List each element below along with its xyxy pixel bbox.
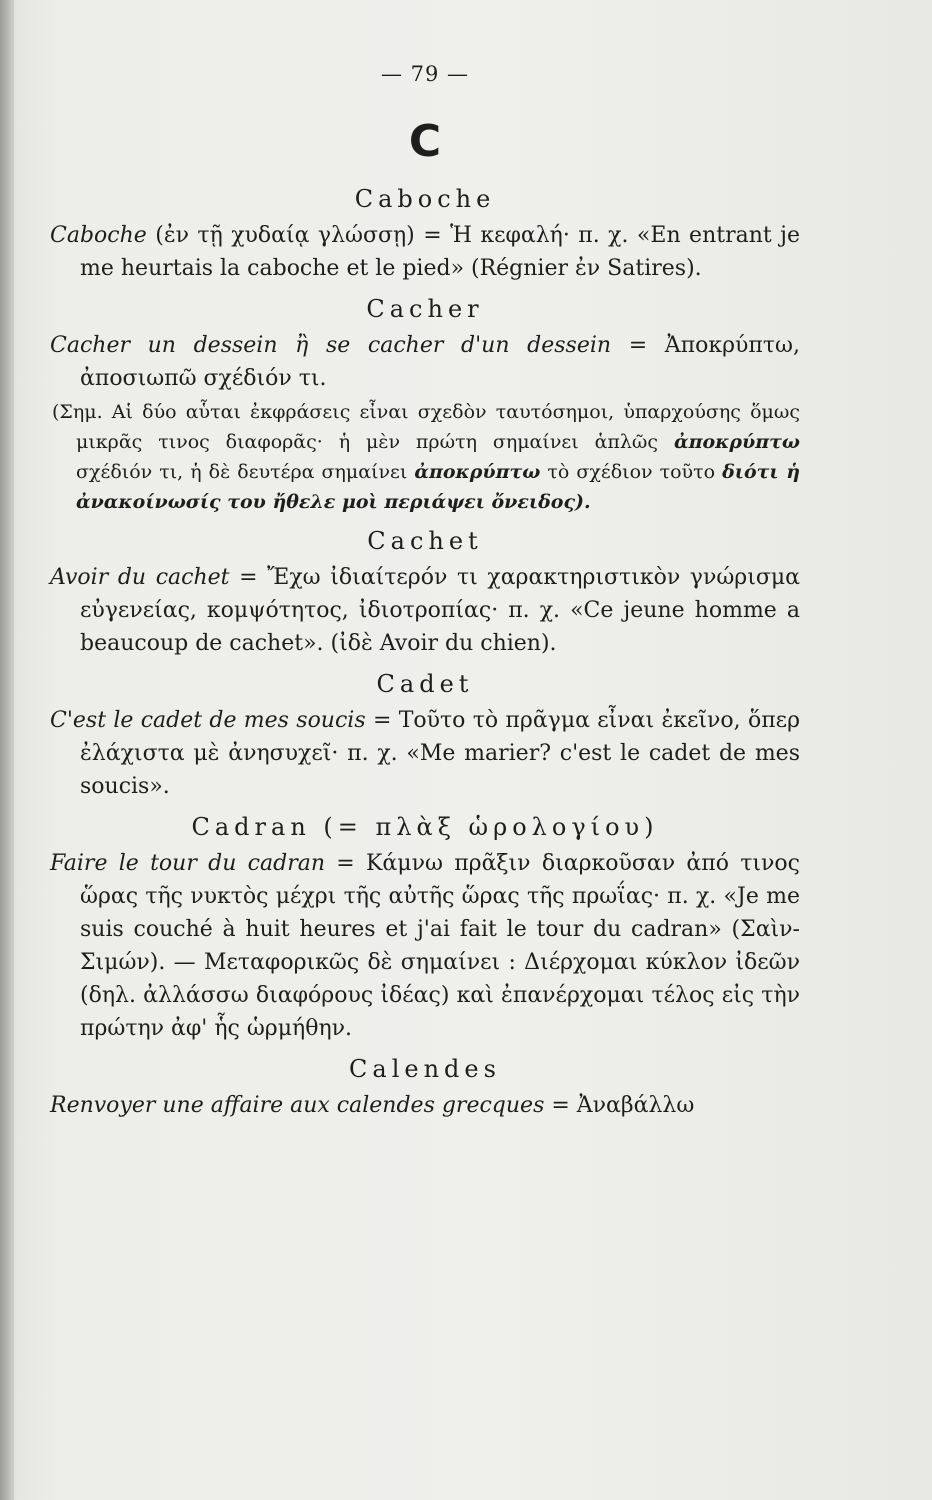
entry-cadran [50,813,800,1045]
entry-text: = Κάμνω πρᾶξιν διαρκοῦσαν ἀπό τινος ὥρας τῆς νυκτὸς μέχρι τῆς αὐτῆς ὥρας τῆς πρωΐας· π. χ. «Je me suis couché à huit heures et j'ai fait le tour du cadran» (Σαὶν-Σιμών). — Μεταφορικῶς δὲ σημαίνει : Διέρχομαι κύκλον ἰδεῶν (δηλ. ἀλλάσσω διαφόρους ἰδέας) καὶ ἐπανέρχομαι τέλος εἰς τὴν πρώτην ἀφ' ἧς ὡρμήθην. [80,851,800,1041]
entry-caboche [50,185,800,285]
page-content [50,62,800,1122]
entry-text: = Ἔχω ἰδιαίτερόν τι χαρακτηριστικὸν γνώρισμα εὐγενείας, κομψότητος, ἰδιοτροπίας· π. χ. «Ce jeune homme a beaucoup de cachet». (ἰδὲ Avoir du chien). [80,565,800,656]
note-text: (Σημ. Αἱ δύο αὗται ἐκφράσεις εἶναι σχεδὸν ταυτόσημοι, ὑπαρχούσης ὅμως μικρᾶς τινος διαφορᾶς· ἡ μὲν πρώτη σημαίνει ἁπλῶς [52,401,800,453]
headword: Cadran (= πλὰξ ὡρολογίου) [191,813,659,841]
entry-phrase: Renvoyer une affaire aux calendes grecques [50,1093,545,1118]
headword: Cadet [376,670,474,698]
section-letter: C [408,116,442,167]
entry-phrase: C'est le cadet de mes soucis [50,708,366,733]
entry-definition [50,329,800,395]
entry-phrase: Caboche [50,223,147,248]
entry-note [50,397,800,517]
headword: Calendes [349,1055,501,1083]
entry-definition [50,704,800,803]
note-emphasis: ἀποκρύπτω [414,461,541,483]
entry-text: = Ἀποκρύπτω, ἀποσιωπῶ σχέδιόν τι. [80,333,800,391]
entry-calendes [50,1055,800,1122]
page-number: — 79 — [380,62,470,86]
entry-phrase: Faire le tour du cadran [50,851,325,876]
headword: Cacher [366,295,484,323]
entry-definition [50,847,800,1045]
note-emphasis: ἀποκρύπτω [673,431,800,453]
entry-text: = Ἀναβάλλω [544,1093,695,1118]
entry-phrase: Avoir du cachet [50,565,230,590]
entry-definition [50,561,800,660]
note-emphasis: διότι ἡ ἀνακοίνωσίς του ἤθελε μοὶ περιάψει ὄνειδος). [76,461,801,513]
note-text: σχέδιόν τι, ἡ δὲ δευτέρα σημαίνει [76,461,415,483]
entry-definition [50,1089,800,1122]
entry-definition [50,219,800,285]
headword: Cachet [367,527,483,555]
entry-cadet [50,670,800,803]
note-text: τὸ σχέδιον τοῦτο [540,461,723,483]
entry-phrase: Cacher un dessein ἢ se cacher d'un dessein [50,333,612,358]
entry-text: (ἐν τῇ χυδαίᾳ γλώσσῃ) = Ἡ κεφαλή· π. χ. «En entrant je me heurtais la caboche et le pied» (Régnier ἐν Satires). [80,223,800,281]
headword: Caboche [354,185,496,213]
entry-text: = Τοῦτο τὸ πρᾶγμα εἶναι ἐκεῖνο, ὅπερ ἐλάχιστα μὲ ἀνησυχεῖ· π. χ. «Me marier? c'est le cadet de mes soucis». [80,708,801,799]
book-gutter-edge [0,0,14,1500]
entry-cachet [50,527,800,660]
entry-cacher [50,295,800,517]
